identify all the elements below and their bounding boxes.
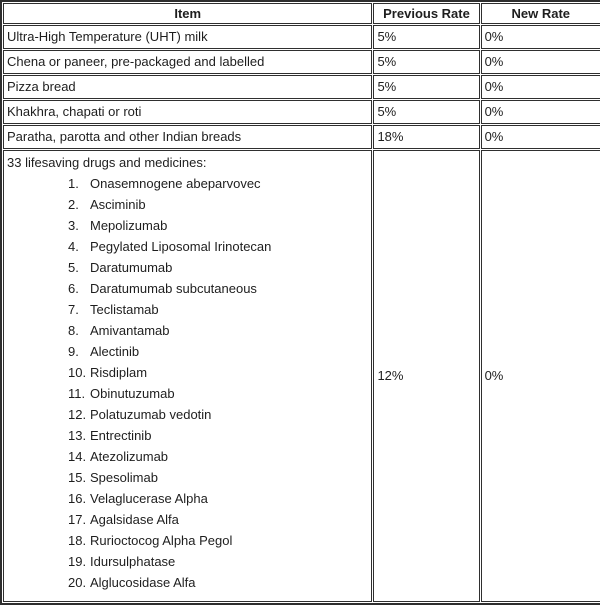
drug-list-item bbox=[7, 425, 368, 446]
new-rate-cell: 0% bbox=[481, 25, 600, 49]
drug-name: Risdiplam bbox=[90, 365, 148, 380]
drug-list-item bbox=[7, 215, 368, 236]
drug-list-item bbox=[7, 383, 368, 404]
drug-list-number: 10. bbox=[68, 365, 87, 380]
drug-list-item bbox=[7, 467, 368, 488]
drug-list-number: 11. bbox=[68, 386, 86, 401]
new-rate-cell: 0% bbox=[481, 100, 600, 124]
drug-name: Pegylated Liposomal Irinotecan bbox=[90, 239, 272, 254]
drug-list-item bbox=[7, 530, 368, 551]
table-row bbox=[3, 50, 600, 74]
previous-rate-cell: 5% bbox=[373, 25, 479, 49]
drugs-item-cell bbox=[3, 150, 372, 602]
drug-list-item bbox=[7, 362, 368, 383]
previous-rate-cell: 18% bbox=[373, 125, 479, 149]
drug-list-item bbox=[7, 299, 368, 320]
table-row bbox=[3, 100, 600, 124]
drugs-new-rate-cell: 0% bbox=[481, 150, 600, 602]
drug-list-item bbox=[7, 341, 368, 362]
previous-rate-cell: 5% bbox=[373, 50, 479, 74]
drug-list-number: 3. bbox=[68, 218, 79, 233]
drug-name: Alglucosidase Alfa bbox=[90, 575, 196, 590]
drugs-row-label: 33 lifesaving drugs and medicines: bbox=[7, 155, 207, 170]
drug-list-number: 7. bbox=[68, 302, 79, 317]
drug-name: Daratumumab bbox=[90, 260, 173, 275]
drug-name: Polatuzumab vedotin bbox=[90, 407, 212, 422]
drugs-list bbox=[7, 173, 368, 593]
previous-rate-cell: 5% bbox=[373, 75, 479, 99]
drug-list-item bbox=[7, 488, 368, 509]
drug-list-number: 16. bbox=[68, 491, 87, 506]
drug-list-item bbox=[7, 194, 368, 215]
drug-list-item bbox=[7, 257, 368, 278]
drug-list-number: 6. bbox=[68, 281, 79, 296]
drug-name: Asciminib bbox=[90, 197, 146, 212]
item-cell: Paratha, parotta and other Indian breads bbox=[3, 125, 372, 149]
drug-list-item bbox=[7, 572, 368, 593]
drug-list-number: 14. bbox=[68, 449, 87, 464]
drug-name: Idursulphatase bbox=[90, 554, 176, 569]
drug-list-number: 4. bbox=[68, 239, 79, 254]
item-cell: Chena or paneer, pre-packaged and labelled bbox=[3, 50, 372, 74]
drug-list-number: 13. bbox=[68, 428, 87, 443]
drug-list-item bbox=[7, 320, 368, 341]
drug-list-number: 19. bbox=[68, 554, 87, 569]
drug-list-item bbox=[7, 236, 368, 257]
drug-list-number: 17. bbox=[68, 512, 87, 527]
table-row bbox=[3, 25, 600, 49]
item-cell: Khakhra, chapati or roti bbox=[3, 100, 372, 124]
drug-list-number: 18. bbox=[68, 533, 87, 548]
new-rate-cell: 0% bbox=[481, 75, 600, 99]
item-cell: Pizza bread bbox=[3, 75, 372, 99]
table-row bbox=[3, 125, 600, 149]
item-cell: Ultra-High Temperature (UHT) milk bbox=[3, 25, 372, 49]
drug-list-number: 20. bbox=[68, 575, 87, 590]
drug-name: Onasemnogene abeparvovec bbox=[90, 176, 261, 191]
drug-list-number: 5. bbox=[68, 260, 79, 275]
drugs-previous-rate-cell: 12% bbox=[373, 150, 479, 602]
drug-list-number: 8. bbox=[68, 323, 79, 338]
drug-list-number: 9. bbox=[68, 344, 79, 359]
drug-name: Entrectinib bbox=[90, 428, 152, 443]
drug-name: Mepolizumab bbox=[90, 218, 168, 233]
new-rate-cell: 0% bbox=[481, 50, 600, 74]
drug-name: Spesolimab bbox=[90, 470, 158, 485]
column-header-new-rate: New Rate bbox=[481, 3, 600, 24]
drug-name: Daratumumab subcutaneous bbox=[90, 281, 257, 296]
drug-list-number: 12. bbox=[68, 407, 87, 422]
drug-name: Teclistamab bbox=[90, 302, 159, 317]
drug-list-item bbox=[7, 278, 368, 299]
drug-list-item bbox=[7, 446, 368, 467]
table-row bbox=[3, 75, 600, 99]
drug-name: Alectinib bbox=[90, 344, 140, 359]
drugs-row bbox=[3, 150, 600, 602]
header-row bbox=[3, 3, 600, 24]
drug-list-number: 1. bbox=[68, 176, 79, 191]
drug-list-item bbox=[7, 173, 368, 194]
drug-name: Rurioctocog Alpha Pegol bbox=[90, 533, 233, 548]
new-rate-cell: 0% bbox=[481, 125, 600, 149]
drug-name: Obinutuzumab bbox=[90, 386, 175, 401]
column-header-item: Item bbox=[3, 3, 372, 24]
simple-rows-body bbox=[3, 25, 600, 149]
drug-name: Agalsidase Alfa bbox=[90, 512, 179, 527]
drug-name: Velaglucerase Alpha bbox=[90, 491, 208, 506]
drug-list-item bbox=[7, 509, 368, 530]
drug-list-item bbox=[7, 551, 368, 572]
drug-list-number: 15. bbox=[68, 470, 87, 485]
drug-name: Amivantamab bbox=[90, 323, 170, 338]
drugs-row-body bbox=[3, 150, 600, 602]
drug-name: Atezolizumab bbox=[90, 449, 169, 464]
column-header-previous-rate: Previous Rate bbox=[373, 3, 479, 24]
previous-rate-cell: 5% bbox=[373, 100, 479, 124]
drug-list-number: 2. bbox=[68, 197, 79, 212]
drug-list-item bbox=[7, 404, 368, 425]
